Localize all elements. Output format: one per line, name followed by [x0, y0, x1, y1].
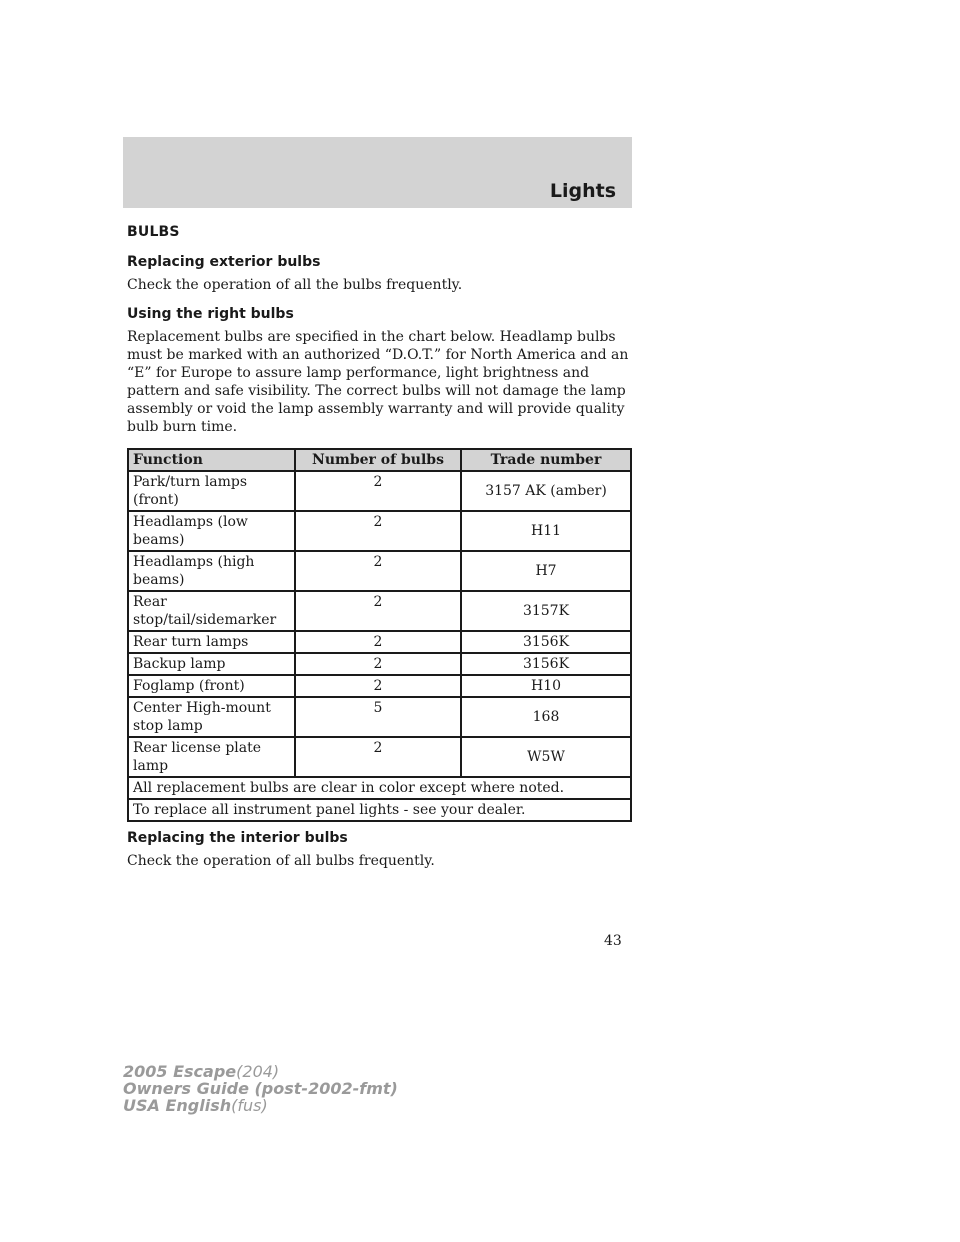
cell-number: 2 [295, 471, 461, 511]
table-note-row [128, 799, 631, 821]
cell-trade: H10 [461, 675, 631, 697]
table-row [128, 591, 631, 631]
exterior-text: Check the operation of all the bulbs frequently. [127, 277, 463, 293]
cell-number: 2 [295, 653, 461, 675]
footer-language: USA English [123, 1096, 232, 1115]
header-function: Function [128, 449, 295, 471]
right-bulbs-text: Replacement bulbs are specified in the chart below. Headlamp bulbs must be marked with an authorized “D.O.T.” for North America and an “E” for Europe to assure lamp performance, light brightness and pattern and safe visibility. The correct bulbs will not damage the lamp assembly or void the lamp assembly warranty and will provide quality bulb burn time. [127, 329, 629, 435]
cell-function: Rear turn lamps [128, 631, 295, 653]
table-row [128, 653, 631, 675]
cell-function: Backup lamp [128, 653, 295, 675]
footer-line-2: Owners Guide (post-2002-fmt) [123, 1079, 398, 1098]
cell-number: 2 [295, 737, 461, 777]
table-note-row [128, 777, 631, 799]
table-row [128, 471, 631, 511]
cell-trade: 168 [461, 697, 631, 737]
cell-number: 2 [295, 511, 461, 551]
header-trade-number: Trade number [461, 449, 631, 471]
cell-function: Rear license plate lamp [128, 737, 295, 777]
table-row [128, 551, 631, 591]
header-number-of-bulbs: Number of bulbs [295, 449, 461, 471]
cell-trade: 3156K [461, 631, 631, 653]
interior-heading: Replacing the interior bulbs [127, 830, 348, 846]
footer-line-1 [123, 1063, 398, 1080]
table-row [128, 511, 631, 551]
cell-trade: W5W [461, 737, 631, 777]
table-row [128, 675, 631, 697]
cell-trade: 3157K [461, 591, 631, 631]
cell-trade: H7 [461, 551, 631, 591]
table-header-row [128, 449, 631, 471]
chapter-title: Lights [549, 180, 616, 202]
cell-function: Headlamps (high beams) [128, 551, 295, 591]
footer-line-3 [123, 1097, 398, 1114]
cell-number: 2 [295, 591, 461, 631]
table-row [128, 737, 631, 777]
footer-model-code: (204) [236, 1062, 280, 1081]
table-note: To replace all instrument panel lights - see your dealer. [128, 799, 631, 821]
table-row [128, 631, 631, 653]
bulb-table [127, 448, 632, 822]
cell-number: 2 [295, 551, 461, 591]
footer-model: 2005 Escape [123, 1062, 237, 1081]
chapter-header [123, 137, 632, 208]
exterior-heading: Replacing exterior bulbs [127, 254, 321, 270]
document-footer [123, 1063, 398, 1114]
cell-function: Park/turn lamps (front) [128, 471, 295, 511]
cell-number: 5 [295, 697, 461, 737]
table-note: All replacement bulbs are clear in color except where noted. [128, 777, 631, 799]
interior-text: Check the operation of all bulbs frequently. [127, 853, 435, 869]
page-number: 43 [604, 933, 622, 949]
cell-trade: 3157 AK (amber) [461, 471, 631, 511]
table-row [128, 697, 631, 737]
cell-function: Rear stop/tail/sidemarker [128, 591, 295, 631]
right-bulbs-heading: Using the right bulbs [127, 306, 294, 322]
cell-function: Foglamp (front) [128, 675, 295, 697]
cell-function: Headlamps (low beams) [128, 511, 295, 551]
cell-number: 2 [295, 631, 461, 653]
cell-function: Center High-mount stop lamp [128, 697, 295, 737]
cell-number: 2 [295, 675, 461, 697]
cell-trade: 3156K [461, 653, 631, 675]
page-content [127, 224, 632, 882]
cell-trade: H11 [461, 511, 631, 551]
section-title: BULBS [127, 224, 180, 240]
footer-language-code: (fus) [231, 1096, 268, 1115]
